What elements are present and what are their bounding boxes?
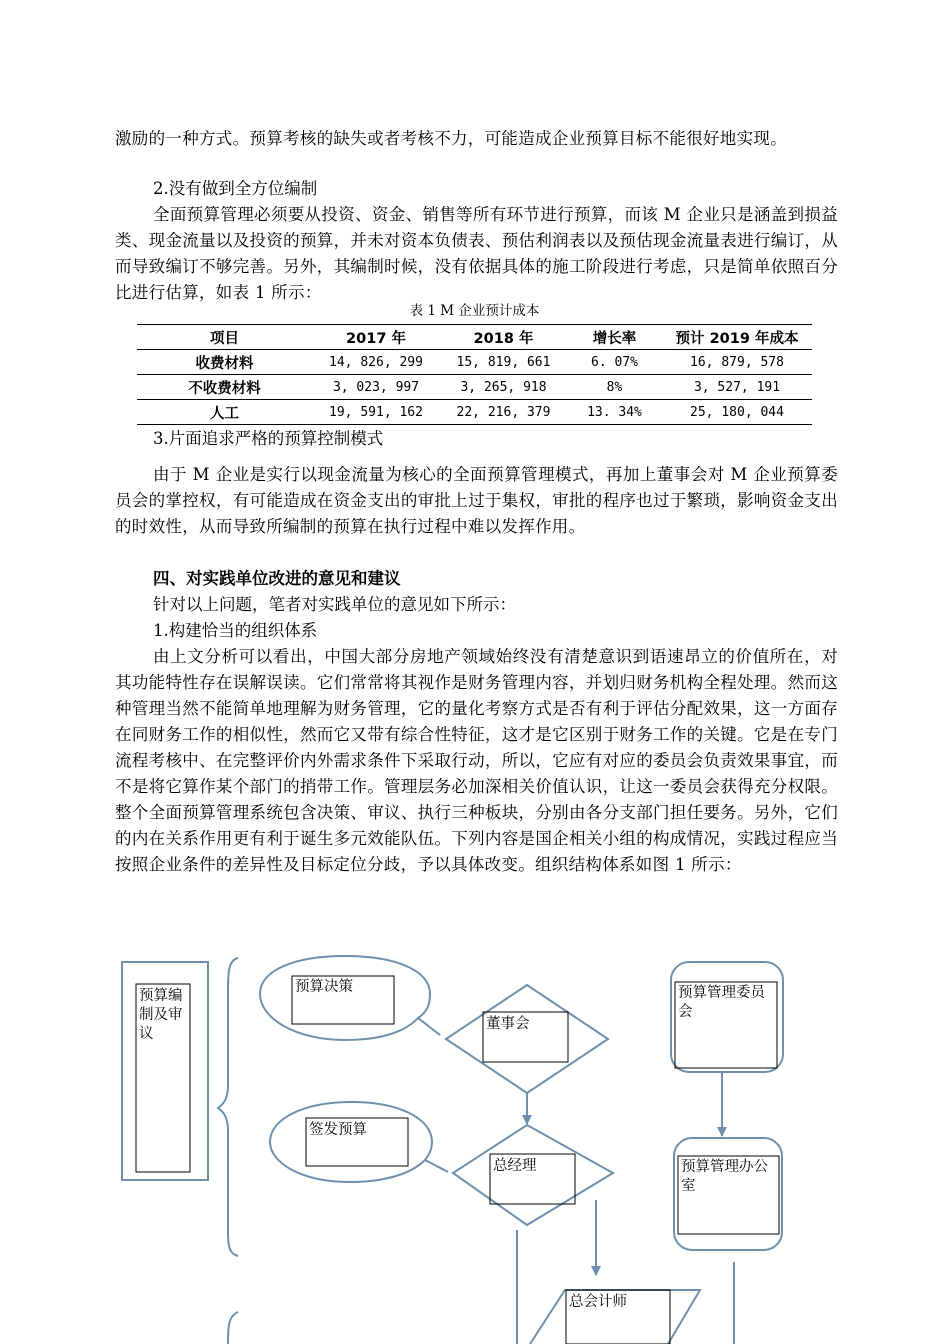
table-cell: 不收费材料 bbox=[188, 380, 261, 397]
weiyuanhui-label: 预算管理委员会 bbox=[678, 985, 765, 1020]
table-cell: 19, 591, 162 bbox=[329, 404, 423, 420]
heading-4: 四、对实践单位改进的意见和建议 bbox=[153, 569, 401, 588]
table-cell: 3, 527, 191 bbox=[693, 379, 781, 395]
table-header-cell: 2018 年 bbox=[473, 330, 534, 347]
table-header-cell: 预计 2019 年成本 bbox=[675, 330, 799, 347]
dongshihui-label: 董事会 bbox=[486, 1016, 530, 1032]
heading-3: 3.片面追求严格的预算控制模式 bbox=[153, 429, 384, 448]
table-row bbox=[137, 375, 812, 400]
table-row bbox=[137, 350, 812, 375]
qianfa-label: 签发预算 bbox=[309, 1122, 367, 1138]
bangongshi-label: 预算管理办公室 bbox=[681, 1159, 768, 1194]
table-header-cell: 项目 bbox=[210, 330, 239, 347]
brace-upper bbox=[218, 958, 238, 1256]
heading-5: 1.构建恰当的组织体系 bbox=[153, 621, 318, 640]
juece-bubble bbox=[260, 956, 440, 1040]
table-cell: 16, 879, 578 bbox=[690, 354, 784, 370]
paragraph-1: 激励的一种方式。预算考核的缺失或者考核不力，可能造成企业预算目标不能很好地实现。 bbox=[115, 129, 787, 148]
table-cell: 3, 023, 997 bbox=[332, 379, 420, 395]
dongshihui-diamond bbox=[446, 985, 608, 1093]
paragraph-3: 由于 M 企业是实行以现金流量为核心的全面预算管理模式，再加上董事会对 M 企业预算委员会的掌控权，有可能造成在资金支出的审批上过于集权，审批的程序也过于繁琐，影响资金支出的时效性，从而导致所编制的预算在执行过程中难以发挥作用。 bbox=[115, 465, 838, 536]
table-header-cell: 增长率 bbox=[592, 330, 637, 347]
juece-label: 预算决策 bbox=[295, 979, 353, 995]
table-cell: 人工 bbox=[210, 405, 239, 422]
table-cell: 25, 180, 044 bbox=[690, 404, 784, 420]
cost-table bbox=[137, 324, 812, 425]
paragraph-2: 全面预算管理必须要从投资、资金、销售等所有环节进行预算，而该 M 企业只是涵盖到损益类、现金流量以及投资的预算，并未对资本负债表、预估利润表以及预估现金流量表进行编订，从而导致编订不够完善。另外，其编制时候，没有依据具体的施工阶段进行考虑，只是简单依照百分比进行估算，如表 1 所示： bbox=[115, 205, 838, 302]
zongkuaiji-label: 总会计师 bbox=[569, 1294, 627, 1310]
table-header-row bbox=[137, 325, 812, 350]
table-cell: 8% bbox=[606, 379, 623, 395]
table-cell: 13. 34% bbox=[587, 404, 642, 420]
paragraph-5: 由上文分析可以看出，中国大部分房地产领域始终没有清楚意识到语速昂立的价值所在，对其功能特性存在误解误读。它们常常将其视作是财务管理内容，并划归财务机构全程处理。然而这种管理当然不能简单地理解为财务管理，它的量化考察方式是否有利于评估分配效果，这一方面存在同财务工作的相似性，然而它又带有综合性特征，这才是它区别于财务工作的关键。它是在专门流程考核中、在完整评价内外需求条件下采取行动，所以，它应有对应的委员会负责效果事宜，而不是将它算作某个部门的捎带工作。管理层务必加深相关价值认识，让这一委员会获得充分权限。整个全面预算管理系统包含决策、审议、执行三种板块，分别由各分支部门担任要务。另外，它们的内在关系作用更有利于诞生多元效能队伍。下列内容是国企相关小组的构成情况，实践过程应当按照企业条件的差异性及目标定位分歧，予以具体改变。组织结构体系如图 1 所示： bbox=[115, 647, 838, 874]
bianzhi-label: 预算编制及审议 bbox=[139, 988, 183, 1042]
zongjingli-label: 总经理 bbox=[493, 1158, 537, 1174]
table-cell: 14, 826, 299 bbox=[329, 354, 423, 370]
qianfa-bubble bbox=[270, 1102, 448, 1182]
table-cell: 15, 819, 661 bbox=[456, 354, 551, 370]
brace-lower bbox=[228, 1312, 238, 1344]
table-cell: 22, 216, 379 bbox=[456, 404, 551, 420]
table-cell: 收费材料 bbox=[195, 355, 254, 372]
table-cell: 6. 07% bbox=[591, 354, 638, 370]
table-row bbox=[137, 400, 812, 425]
table-caption: 表 1 M 企业预计成本 bbox=[409, 303, 540, 319]
paragraph-4: 针对以上问题，笔者对实践单位的意见如下所示： bbox=[153, 595, 516, 614]
table-header-cell: 2017 年 bbox=[346, 330, 406, 347]
heading-2: 2.没有做到全方位编制 bbox=[153, 179, 318, 198]
table-cell: 3, 265, 918 bbox=[460, 379, 547, 395]
